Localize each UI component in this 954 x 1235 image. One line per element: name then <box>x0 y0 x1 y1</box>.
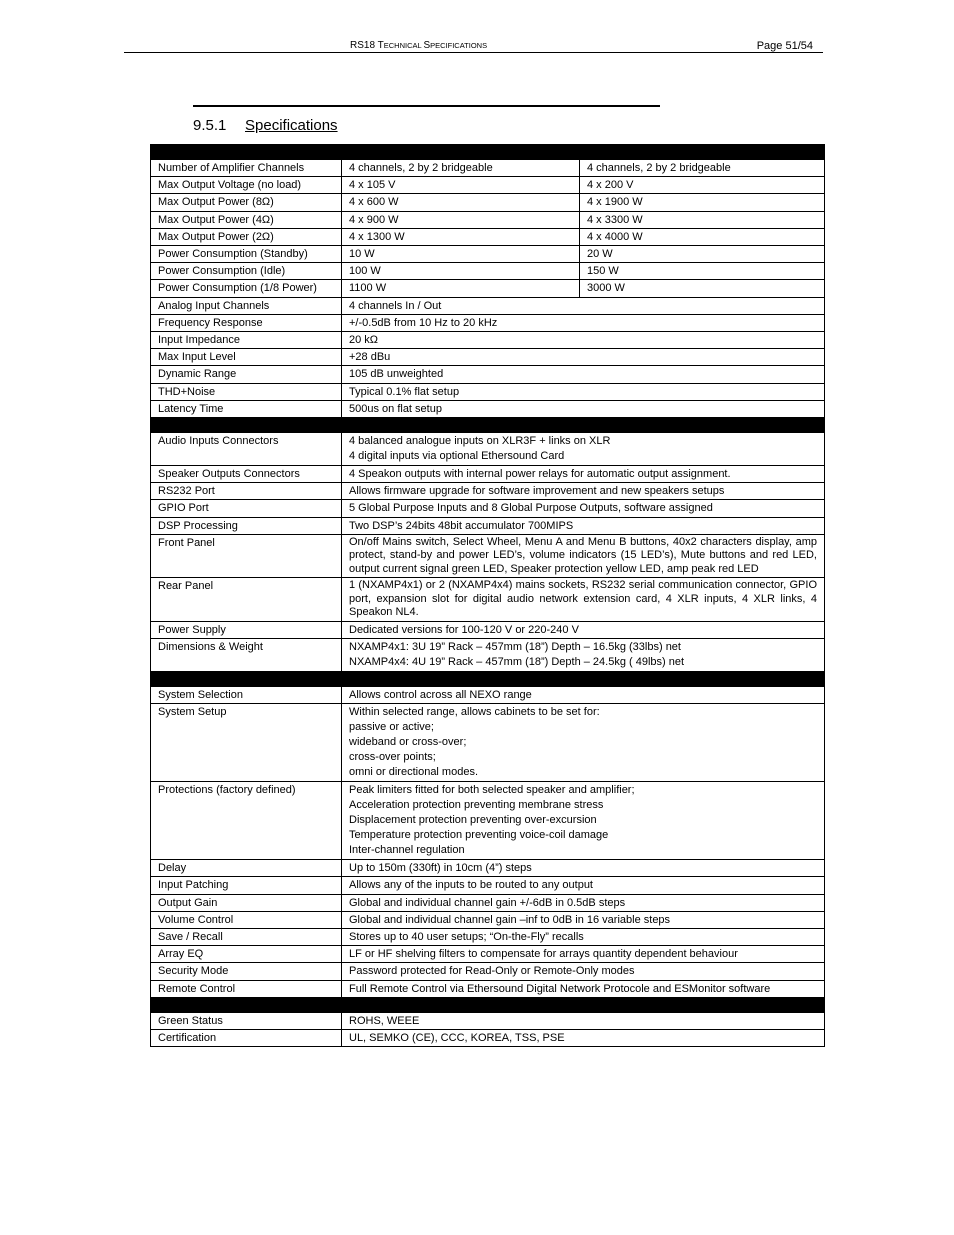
row-value: 4 channels In / Out <box>342 297 825 314</box>
row-value: Stores up to 40 user setups; “On-the-Fly” recalls <box>342 929 825 946</box>
row-value: 105 dB unweighted <box>342 366 825 383</box>
table-row <box>151 160 825 177</box>
table-row <box>151 194 825 211</box>
row-value: Allows any of the inputs to be routed to any output <box>342 877 825 894</box>
row-label: System Setup <box>151 704 342 782</box>
table-row <box>151 877 825 894</box>
table-row <box>151 366 825 383</box>
row-value: 1 (NXAMP4x1) or 2 (NXAMP4x4) mains sockets, RS232 serial communication connector, GPIO port, expansion slot for digital audio network extension card, 4 XLR inputs, 4 XLR links, 4 Speakon NL4. <box>342 578 825 622</box>
row-value-model-b: 4 x 3300 W <box>580 211 825 228</box>
row-value-model-b: 4 channels, 2 by 2 bridgeable <box>580 160 825 177</box>
row-label: Frequency Response <box>151 314 342 331</box>
row-value-model-b: 3000 W <box>580 280 825 297</box>
table-row <box>151 578 825 622</box>
table-row <box>151 963 825 980</box>
row-label: Output Gain <box>151 894 342 911</box>
row-label: Dimensions & Weight <box>151 639 342 672</box>
section-title: Specifications <box>245 117 338 134</box>
row-value: Two DSP’s 24bits 48bit accumulator 700MIPS <box>342 517 825 534</box>
row-value-model-a: 4 x 105 V <box>342 177 580 194</box>
row-value-model-a: 100 W <box>342 263 580 280</box>
table-row <box>151 860 825 877</box>
row-value-model-b: 4 x 4000 W <box>580 228 825 245</box>
row-value: 20 kΩ <box>342 332 825 349</box>
row-label: Green Status <box>151 1012 342 1029</box>
header-divider <box>124 52 823 53</box>
row-label: Speaker Outputs Connectors <box>151 466 342 483</box>
row-label: Power Supply <box>151 621 342 638</box>
row-label: Protections (factory defined) <box>151 782 342 860</box>
row-value-model-b: 20 W <box>580 246 825 263</box>
row-label: Max Output Power (4Ω) <box>151 211 342 228</box>
row-label: Max Output Power (8Ω) <box>151 194 342 211</box>
row-label: Audio Inputs Connectors <box>151 433 342 466</box>
row-value: Allows control across all NEXO range <box>342 687 825 704</box>
table-row <box>151 314 825 331</box>
row-label: Array EQ <box>151 946 342 963</box>
section-bar-connectors <box>151 418 825 433</box>
table-row <box>151 1030 825 1047</box>
table-row <box>151 177 825 194</box>
table-row <box>151 782 825 860</box>
table-row <box>151 980 825 997</box>
table-row <box>151 687 825 704</box>
table-row <box>151 466 825 483</box>
row-value-model-a: 10 W <box>342 246 580 263</box>
row-label: THD+Noise <box>151 383 342 400</box>
row-value-model-b: 4 x 200 V <box>580 177 825 194</box>
row-value-model-b: 4 x 1900 W <box>580 194 825 211</box>
row-value-model-a: 4 channels, 2 by 2 bridgeable <box>342 160 580 177</box>
row-value-model-a: 4 x 1300 W <box>342 228 580 245</box>
row-label: Input Patching <box>151 877 342 894</box>
row-value: 4 Speakon outputs with internal power relays for automatic output assignment. <box>342 466 825 483</box>
table-row <box>151 704 825 782</box>
row-label: Number of Amplifier Channels <box>151 160 342 177</box>
row-label: System Selection <box>151 687 342 704</box>
row-value: Up to 150m (330ft) in 10cm (4”) steps <box>342 860 825 877</box>
row-label: Certification <box>151 1030 342 1047</box>
table-row <box>151 349 825 366</box>
section-heading <box>193 117 338 134</box>
table-row <box>151 332 825 349</box>
table-row <box>151 263 825 280</box>
table-row <box>151 946 825 963</box>
row-label: GPIO Port <box>151 500 342 517</box>
row-label: RS232 Port <box>151 483 342 500</box>
row-value-model-a: 4 x 600 W <box>342 194 580 211</box>
row-label: Latency Time <box>151 400 342 417</box>
table-row <box>151 929 825 946</box>
page-number: Page 51/54 <box>756 40 813 52</box>
row-value-model-b: 150 W <box>580 263 825 280</box>
table-row <box>151 483 825 500</box>
row-label: Power Consumption (1/8 Power) <box>151 280 342 297</box>
row-label: DSP Processing <box>151 517 342 534</box>
table-row <box>151 280 825 297</box>
row-value-model-a: 1100 W <box>342 280 580 297</box>
row-label: Max Output Power (2Ω) <box>151 228 342 245</box>
row-label: Analog Input Channels <box>151 297 342 314</box>
table-row <box>151 639 825 672</box>
row-label: Save / Recall <box>151 929 342 946</box>
row-value: LF or HF shelving filters to compensate for arrays quantity dependent behaviour <box>342 946 825 963</box>
row-label: Input Impedance <box>151 332 342 349</box>
row-value: Allows firmware upgrade for software improvement and new speakers setups <box>342 483 825 500</box>
row-value: Within selected range, allows cabinets to be set for: passive or active; wideband or cross-over; cross-over points; omni or directional modes. <box>342 704 825 782</box>
row-value: Global and individual channel gain –inf to 0dB in 16 variable steps <box>342 911 825 928</box>
row-value: Dedicated versions for 100-120 V or 220-240 V <box>342 621 825 638</box>
table-row <box>151 400 825 417</box>
row-label: Volume Control <box>151 911 342 928</box>
row-value: Typical 0.1% flat setup <box>342 383 825 400</box>
row-label: Security Mode <box>151 963 342 980</box>
row-value: +/-0.5dB from 10 Hz to 20 kHz <box>342 314 825 331</box>
row-value: Full Remote Control via Ethersound Digital Network Protocole and ESMonitor software <box>342 980 825 997</box>
table-row <box>151 433 825 466</box>
row-value: 4 balanced analogue inputs on XLR3F + links on XLR 4 digital inputs via optional Ethersound Card <box>342 433 825 466</box>
table-row <box>151 911 825 928</box>
row-value-model-a: 4 x 900 W <box>342 211 580 228</box>
row-value: 5 Global Purpose Inputs and 8 Global Purpose Outputs, software assigned <box>342 500 825 517</box>
section-bar-processing <box>151 672 825 687</box>
row-value: Peak limiters fitted for both selected speaker and amplifier; Acceleration protection preventing membrane stress Displacement protection preventing over-excursion Temperature protection preventing voice-coil damage Inter-channel regulation <box>342 782 825 860</box>
row-value: 500us on flat setup <box>342 400 825 417</box>
table-header-bar <box>151 145 825 160</box>
row-label: Remote Control <box>151 980 342 997</box>
specifications-table <box>150 144 825 1047</box>
row-value: Password protected for Read-Only or Remote-Only modes <box>342 963 825 980</box>
table-row <box>151 1012 825 1029</box>
row-label: Dynamic Range <box>151 366 342 383</box>
table-row <box>151 621 825 638</box>
row-value: +28 dBu <box>342 349 825 366</box>
row-label: Power Consumption (Standby) <box>151 246 342 263</box>
row-value: NXAMP4x1: 3U 19” Rack – 457mm (18”) Depth – 16.5kg (33lbs) net NXAMP4x4: 4U 19” Rack – 457mm (18”) Depth – 24.5kg ( 49lbs) net <box>342 639 825 672</box>
row-value: On/off Mains switch, Select Wheel, Menu A and Menu B buttons, 40x2 characters display, amp protect, stand-by and power LED’s, volume indicators (15 LED’s), Mute buttons and red LED, output current signal green LED, Speaker protection yellow LED, amp peak red LED <box>342 534 825 578</box>
table-row <box>151 228 825 245</box>
row-value: Global and individual channel gain +/-6dB in 0.5dB steps <box>342 894 825 911</box>
table-row <box>151 383 825 400</box>
table-row <box>151 517 825 534</box>
section-number: 9.5.1 <box>193 117 227 134</box>
row-label: Max Output Voltage (no load) <box>151 177 342 194</box>
table-row <box>151 894 825 911</box>
row-label: Delay <box>151 860 342 877</box>
table-row <box>151 500 825 517</box>
table-row <box>151 246 825 263</box>
section-rule <box>193 105 660 107</box>
row-label: Max Input Level <box>151 349 342 366</box>
table-row <box>151 211 825 228</box>
row-value: UL, SEMKO (CE), CCC, KOREA, TSS, PSE <box>342 1030 825 1047</box>
section-bar-compliance <box>151 997 825 1012</box>
row-label: Rear Panel <box>151 578 342 622</box>
table-row <box>151 534 825 578</box>
table-row <box>151 297 825 314</box>
row-value: ROHS, WEEE <box>342 1012 825 1029</box>
running-header-title: RS18 TECHNICAL SPECIFICATIONS <box>350 40 488 51</box>
row-label: Front Panel <box>151 534 342 578</box>
row-label: Power Consumption (Idle) <box>151 263 342 280</box>
